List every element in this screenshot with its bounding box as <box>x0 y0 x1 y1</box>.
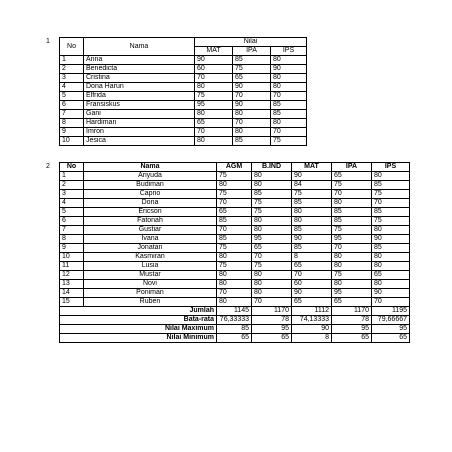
t1-cell-nama: Cristina <box>84 74 195 83</box>
t2-cell-nama: Mustar <box>84 271 217 280</box>
t1-cell-score: 65 <box>195 119 233 128</box>
table-row <box>60 74 307 83</box>
summary-value: 95 <box>252 325 292 334</box>
t2-cell-nama: Ariyuda <box>84 172 217 181</box>
t2-cell-score: 80 <box>217 253 252 262</box>
t2-cell-score: 75 <box>292 190 332 199</box>
t1-cell-score: 80 <box>233 128 271 137</box>
t1-cell-score: 80 <box>271 74 307 83</box>
t2-cell-score: 80 <box>292 217 332 226</box>
t2-cell-score: 80 <box>332 280 372 289</box>
t1-cell-no: 3 <box>60 74 84 83</box>
t2-cell-score: 75 <box>217 172 252 181</box>
t1-cell-nama: Gani <box>84 110 195 119</box>
t1-cell-score: 75 <box>271 137 307 146</box>
t2-cell-nama: Poniman <box>84 289 217 298</box>
t2-header-ips: IPS <box>372 163 410 172</box>
summary-value: 65 <box>217 334 252 343</box>
t1-cell-score: 60 <box>195 65 233 74</box>
t2-cell-nama: Caprio <box>84 190 217 199</box>
summary-value: 74,13333 <box>292 316 332 325</box>
summary-value: 1145 <box>217 307 252 316</box>
table-row <box>60 298 410 307</box>
t2-cell-score: 80 <box>332 262 372 271</box>
table-row <box>60 280 410 289</box>
t1-cell-nama: Dona Harun <box>84 83 195 92</box>
t2-cell-no: 7 <box>60 226 84 235</box>
t2-cell-score: 75 <box>252 262 292 271</box>
t1-header-nama: Nama <box>84 38 195 56</box>
t2-cell-score: 90 <box>292 172 332 181</box>
t1-cell-no: 6 <box>60 101 84 110</box>
t2-cell-nama: Kasmiran <box>84 253 217 262</box>
t2-cell-no: 10 <box>60 253 84 262</box>
t2-cell-score: 75 <box>217 262 252 271</box>
t2-cell-score: 70 <box>332 190 372 199</box>
t2-cell-nama: Ericson <box>84 208 217 217</box>
t1-cell-score: 70 <box>271 92 307 101</box>
summary-value: 85 <box>217 325 252 334</box>
t1-cell-score: 70 <box>195 74 233 83</box>
table-row <box>60 181 410 190</box>
table-row <box>60 65 307 74</box>
table-row <box>60 101 307 110</box>
t1-cell-no: 7 <box>60 110 84 119</box>
t1-cell-no: 8 <box>60 119 84 128</box>
t2-header-ipa: IPA <box>332 163 372 172</box>
table-row <box>60 262 410 271</box>
t2-cell-score: 80 <box>292 208 332 217</box>
t2-cell-score: 85 <box>292 226 332 235</box>
t2-cell-score: 80 <box>217 181 252 190</box>
t1-cell-score: 70 <box>195 128 233 137</box>
t2-cell-score: 80 <box>372 262 410 271</box>
t1-cell-score: 90 <box>195 56 233 65</box>
t1-cell-score: 70 <box>271 128 307 137</box>
t2-cell-score: 80 <box>332 253 372 262</box>
table2-number: 2 <box>46 163 50 170</box>
table-row <box>60 253 410 262</box>
t2-cell-score: 70 <box>252 253 292 262</box>
summary-value: 65 <box>372 334 410 343</box>
t2-cell-score: 85 <box>372 244 410 253</box>
t1-cell-nama: Jesica <box>84 137 195 146</box>
t2-cell-score: 75 <box>372 190 410 199</box>
summary-value: 1112 <box>292 307 332 316</box>
t2-header-agm: AGM <box>217 163 252 172</box>
summary-row <box>60 316 410 325</box>
t1-cell-no: 2 <box>60 65 84 74</box>
t2-cell-no: 11 <box>60 262 84 271</box>
t2-cell-score: 70 <box>217 199 252 208</box>
summary-value: 8 <box>292 334 332 343</box>
t2-cell-nama: Dona <box>84 199 217 208</box>
t1-cell-no: 9 <box>60 128 84 137</box>
summary-value: 95 <box>332 325 372 334</box>
t1-cell-score: 70 <box>233 92 271 101</box>
table-row <box>60 244 410 253</box>
t1-cell-score: 80 <box>271 56 307 65</box>
table-row <box>60 56 307 65</box>
t1-cell-no: 4 <box>60 83 84 92</box>
t1-cell-score: 95 <box>195 101 233 110</box>
t2-cell-score: 80 <box>217 298 252 307</box>
summary-value: 1170 <box>332 307 372 316</box>
t1-cell-score: 90 <box>233 83 271 92</box>
table-row <box>60 92 307 101</box>
t2-header-bind: B.IND <box>252 163 292 172</box>
summary-value: 90 <box>292 325 332 334</box>
t2-cell-score: 95 <box>332 235 372 244</box>
t2-cell-score: 75 <box>332 226 372 235</box>
t2-cell-score: 80 <box>252 280 292 289</box>
table-row <box>60 226 410 235</box>
t2-cell-no: 6 <box>60 217 84 226</box>
t2-cell-score: 65 <box>332 298 372 307</box>
t1-cell-score: 80 <box>195 110 233 119</box>
t2-cell-no: 13 <box>60 280 84 289</box>
t2-cell-score: 80 <box>252 181 292 190</box>
t2-cell-score: 80 <box>252 217 292 226</box>
t1-cell-score: 80 <box>195 137 233 146</box>
t2-cell-no: 1 <box>60 172 84 181</box>
t2-cell-score: 80 <box>252 271 292 280</box>
t2-cell-score: 90 <box>292 235 332 244</box>
t2-header-nama: Nama <box>84 163 217 172</box>
summary-value: 78 <box>332 316 372 325</box>
t1-header-nilai: Nilai <box>195 38 307 47</box>
t2-cell-score: 65 <box>252 244 292 253</box>
t2-cell-nama: Budiman <box>84 181 217 190</box>
t2-cell-score: 80 <box>252 289 292 298</box>
table1 <box>59 37 307 146</box>
t2-cell-no: 8 <box>60 235 84 244</box>
t2-cell-nama: Fatonah <box>84 217 217 226</box>
t1-cell-nama: Imron <box>84 128 195 137</box>
t2-cell-score: 75 <box>332 181 372 190</box>
table-row <box>60 110 307 119</box>
t2-cell-score: 84 <box>292 181 332 190</box>
t2-cell-no: 4 <box>60 199 84 208</box>
t2-cell-score: 80 <box>252 226 292 235</box>
table-row <box>60 208 410 217</box>
table-row <box>60 119 307 128</box>
t1-cell-score: 80 <box>271 83 307 92</box>
summary-row <box>60 334 410 343</box>
summary-value: 1170 <box>252 307 292 316</box>
t2-cell-score: 90 <box>372 235 410 244</box>
summary-label: Jumlah <box>60 307 217 316</box>
t1-cell-score: 85 <box>233 137 271 146</box>
t1-cell-nama: Fransiskus <box>84 101 195 110</box>
summary-value: 79,66667 <box>372 316 410 325</box>
t2-cell-score: 80 <box>252 172 292 181</box>
t2-cell-score: 70 <box>217 289 252 298</box>
t1-cell-score: 80 <box>195 83 233 92</box>
t2-cell-nama: Novi <box>84 280 217 289</box>
t2-cell-score: 8 <box>292 253 332 262</box>
t2-cell-score: 70 <box>292 271 332 280</box>
t2-cell-score: 75 <box>217 190 252 199</box>
table1-number: 1 <box>46 38 50 45</box>
t2-header-no: No <box>60 163 84 172</box>
t2-cell-no: 2 <box>60 181 84 190</box>
summary-label: Nilai Minimum <box>60 334 217 343</box>
summary-value: 65 <box>332 334 372 343</box>
t1-cell-score: 90 <box>271 65 307 74</box>
t2-cell-score: 95 <box>332 289 372 298</box>
t2-cell-score: 75 <box>372 217 410 226</box>
t2-cell-nama: Jonatan <box>84 244 217 253</box>
t2-cell-score: 75 <box>252 199 292 208</box>
t1-header-ipa: IPA <box>233 47 271 56</box>
t2-cell-score: 90 <box>372 289 410 298</box>
summary-label: Bata-rata <box>60 316 217 325</box>
t1-cell-score: 80 <box>233 110 271 119</box>
table-row <box>60 137 307 146</box>
t2-header-mat: MAT <box>292 163 332 172</box>
t2-cell-score: 65 <box>292 262 332 271</box>
t1-cell-score: 85 <box>271 110 307 119</box>
table2 <box>59 162 410 343</box>
t2-cell-score: 85 <box>332 208 372 217</box>
t2-cell-no: 15 <box>60 298 84 307</box>
t2-cell-score: 70 <box>372 298 410 307</box>
t1-cell-score: 85 <box>271 101 307 110</box>
t2-cell-score: 80 <box>372 226 410 235</box>
summary-value: 1195 <box>372 307 410 316</box>
t2-cell-score: 85 <box>372 181 410 190</box>
t2-cell-nama: Ivana <box>84 235 217 244</box>
table-row <box>60 199 410 208</box>
t2-cell-score: 65 <box>332 172 372 181</box>
t2-cell-nama: Ruben <box>84 298 217 307</box>
t2-cell-score: 75 <box>332 271 372 280</box>
table-row <box>60 217 410 226</box>
table-row <box>60 190 410 199</box>
t1-header-no: No <box>60 38 84 56</box>
t2-cell-score: 80 <box>372 172 410 181</box>
t2-cell-no: 12 <box>60 271 84 280</box>
t2-cell-no: 9 <box>60 244 84 253</box>
t1-cell-score: 75 <box>233 65 271 74</box>
table-row <box>60 172 410 181</box>
t2-cell-score: 80 <box>372 280 410 289</box>
table-row <box>60 271 410 280</box>
t1-cell-no: 5 <box>60 92 84 101</box>
t2-cell-score: 70 <box>332 244 372 253</box>
table-row <box>60 289 410 298</box>
t2-cell-score: 85 <box>292 244 332 253</box>
t2-cell-score: 65 <box>372 271 410 280</box>
t2-cell-score: 95 <box>252 235 292 244</box>
table-row <box>60 235 410 244</box>
summary-value: 76,33333 <box>217 316 252 325</box>
t2-cell-no: 14 <box>60 289 84 298</box>
t1-cell-nama: Elfrida <box>84 92 195 101</box>
t2-cell-score: 85 <box>252 190 292 199</box>
t2-cell-score: 85 <box>217 235 252 244</box>
t1-cell-score: 90 <box>233 101 271 110</box>
summary-row <box>60 325 410 334</box>
t2-cell-score: 65 <box>217 208 252 217</box>
summary-value: 78 <box>252 316 292 325</box>
t2-cell-score: 80 <box>372 253 410 262</box>
t2-cell-score: 70 <box>217 226 252 235</box>
t2-cell-score: 85 <box>372 208 410 217</box>
t1-cell-nama: Hardiman <box>84 119 195 128</box>
t1-cell-score: 70 <box>233 119 271 128</box>
t2-cell-no: 3 <box>60 190 84 199</box>
t1-cell-score: 75 <box>195 92 233 101</box>
t1-header-mat: MAT <box>195 47 233 56</box>
t1-cell-no: 1 <box>60 56 84 65</box>
t2-cell-score: 85 <box>217 217 252 226</box>
t2-cell-score: 80 <box>217 271 252 280</box>
t2-cell-nama: Gustiar <box>84 226 217 235</box>
t1-cell-nama: Benedicta <box>84 65 195 74</box>
t2-cell-score: 60 <box>292 280 332 289</box>
t1-cell-nama: Anna <box>84 56 195 65</box>
t2-cell-score: 85 <box>332 217 372 226</box>
t2-cell-score: 70 <box>252 298 292 307</box>
t2-cell-score: 70 <box>372 199 410 208</box>
t1-cell-score: 80 <box>271 119 307 128</box>
table-row <box>60 128 307 137</box>
t2-cell-score: 80 <box>332 199 372 208</box>
t2-cell-score: 85 <box>292 199 332 208</box>
summary-value: 95 <box>372 325 410 334</box>
summary-row <box>60 307 410 316</box>
t2-cell-no: 5 <box>60 208 84 217</box>
t1-cell-no: 10 <box>60 137 84 146</box>
t2-cell-score: 65 <box>292 298 332 307</box>
t2-cell-score: 90 <box>292 289 332 298</box>
summary-value: 65 <box>252 334 292 343</box>
t1-cell-score: 65 <box>233 74 271 83</box>
t1-cell-score: 85 <box>233 56 271 65</box>
table-row <box>60 83 307 92</box>
t2-cell-score: 75 <box>252 208 292 217</box>
t2-cell-nama: Lusia <box>84 262 217 271</box>
summary-label: Nilai Maximum <box>60 325 217 334</box>
t1-header-ips: IPS <box>271 47 307 56</box>
t2-cell-score: 75 <box>217 244 252 253</box>
t2-cell-score: 80 <box>217 280 252 289</box>
